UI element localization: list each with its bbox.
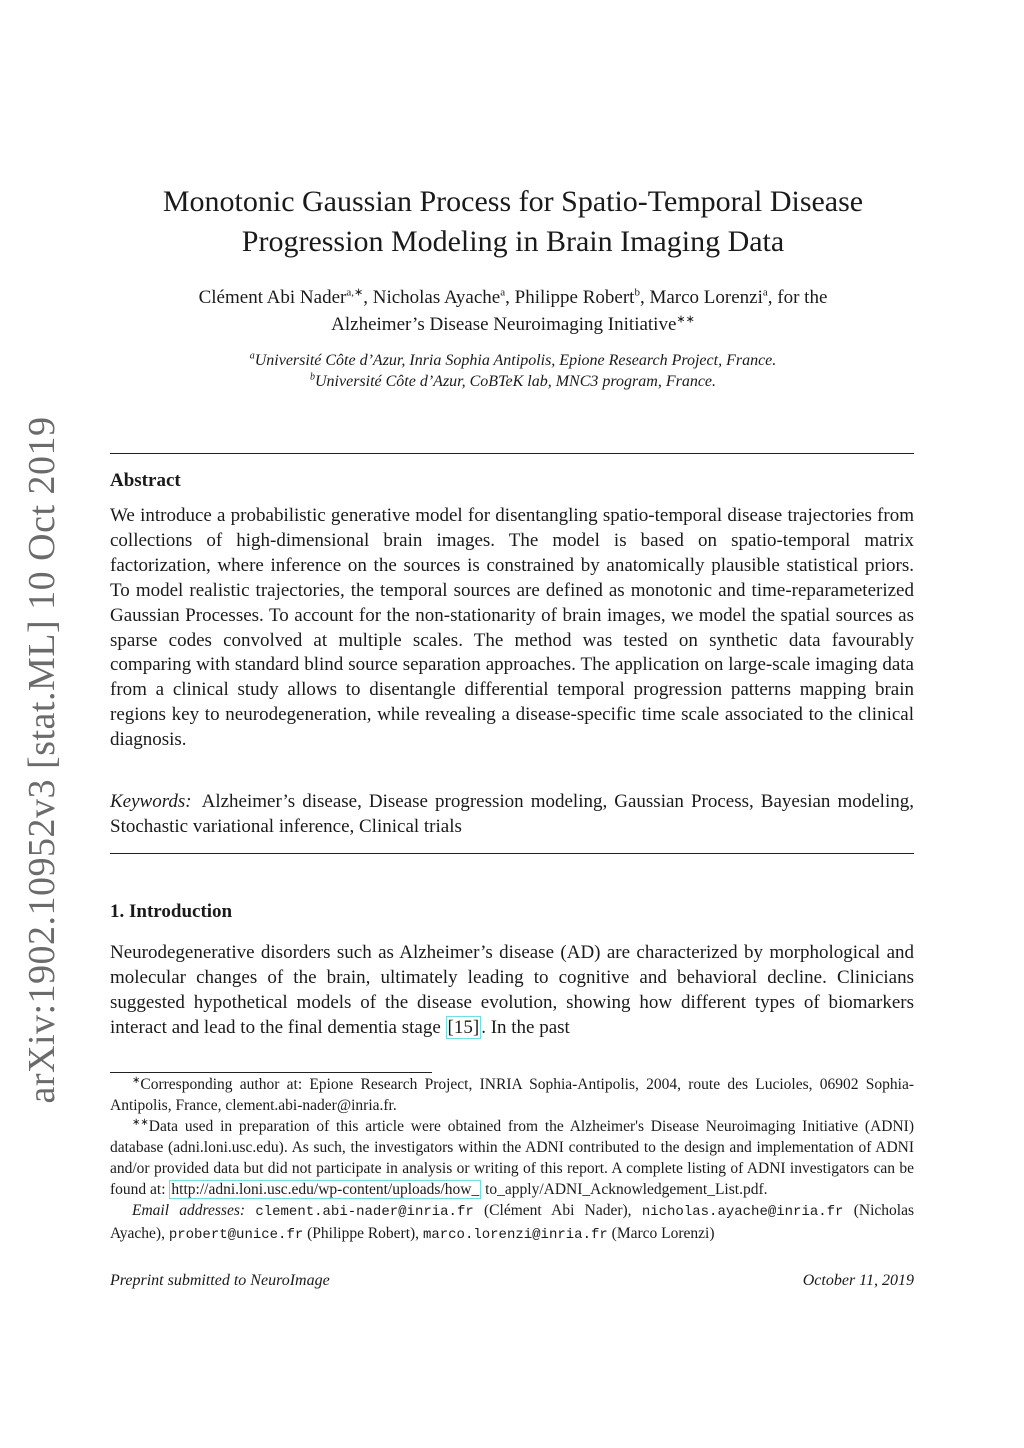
consortium-footnote-mark: ∗∗ (676, 313, 695, 326)
footnote-corresponding-author (110, 1074, 914, 1116)
email-label: Email addresses: (132, 1202, 246, 1219)
author-4: , Marco Lorenzi (639, 287, 763, 308)
title-line-1: Monotonic Gaussian Process for Spatio-Temporal Disease (162, 185, 864, 218)
footnotes (110, 1074, 914, 1246)
footnote-1-text: Corresponding author at: Epione Research Project, INRIA Sophia-Antipolis, 2004, route des Lucioles, 06902 Sophia-Antipolis, France, clement.abi-nader@inria.fr. (110, 1076, 914, 1114)
affiliations (112, 350, 914, 392)
footnote-adni (110, 1116, 914, 1200)
introduction-paragraph (110, 940, 914, 1040)
footnote-2-tail: to_apply/ADNI_Acknowledgement_List.pdf. (481, 1181, 768, 1198)
footnote-emails (110, 1200, 914, 1246)
author-2: , Nicholas Ayache (363, 287, 501, 308)
email-link[interactable]: probert@unice.fr (168, 1227, 304, 1243)
arxiv-sidebar-stamp (12, 416, 72, 1104)
keywords (110, 789, 914, 839)
email-owner: (Marco Lorenzi) (607, 1225, 715, 1242)
author-3-affil: b (634, 286, 640, 299)
footnote-1-mark: ∗ (132, 1074, 141, 1086)
author-3: , Philippe Robert (505, 287, 635, 308)
affiliation-b (112, 371, 914, 392)
footer-preprint-note: Preprint submitted to NeuroImage (110, 1272, 330, 1289)
page-footer (110, 1272, 914, 1290)
paper-title (112, 182, 914, 262)
affiliation-b-mark: b (309, 371, 315, 383)
footnote-rule (110, 1072, 432, 1073)
title-line-2: Progression Modeling in Brain Imaging Data (241, 225, 785, 258)
author-4-affil: a (762, 286, 768, 299)
abstract-heading: Abstract (110, 470, 181, 491)
email-link[interactable]: nicholas.ayache@inria.fr (641, 1204, 844, 1220)
author-1: Clément Abi Nader (198, 287, 347, 308)
email-owner: (Nicholas Ayache), (110, 1202, 915, 1242)
email-owner: (Philippe Robert), (303, 1225, 423, 1242)
keywords-text: Alzheimer’s disease, Disease progression modeling, Gaussian Process, Bayesian modeling, Stochastic variational inference, Clinical trials (110, 791, 914, 837)
author-list-tail: , for the (767, 287, 828, 308)
footnote-2-text: Data used in preparation of this article were obtained from the Alzheimer's Disease Neuroimaging Initiative (ADNI) database (adni.loni.usc.edu). As such, the investigators within the ADNI contributed to the design and implementation of ADNI and/or provided data but did not participate in analysis or writing of this report. A complete listing of ADNI investigators can be found at: (110, 1118, 914, 1198)
section-heading-introduction: 1. Introduction (110, 901, 233, 922)
abstract-top-rule (110, 453, 914, 454)
footnote-2-mark: ∗∗ (132, 1116, 149, 1128)
abstract-text: We introduce a probabilistic generative model for disentangling spatio-temporal disease trajectories from collections of high-dimensional brain images. The model is based on spatio-temporal matrix factorization, where inference on the sources is constrained by anatomically plausible statistical priors. To model realistic trajectories, the temporal sources are defined as monotonic and time-reparameterized Gaussian Processes. To account for the non-stationarity of brain images, we model the spatial sources as sparse codes convolved at multiple scales. The method was tested on synthetic data favourably comparing with standard blind source separation approaches. The application on large-scale imaging data from a clinical study allows to disentangle differential temporal progression patterns mapping brain regions key to neurodegeneration, while revealing a disease-specific time scale associated to the clinical diagnosis. (110, 505, 914, 751)
email-link[interactable]: clement.abi-nader@inria.fr (255, 1204, 474, 1220)
affiliation-b-text: Université Côte d’Azur, CoBTeK lab, MNC3 program, France. (314, 373, 717, 390)
author-2-affil: a (500, 286, 506, 299)
affiliation-a (112, 350, 914, 371)
email-link[interactable]: marco.lorenzi@inria.fr (422, 1227, 608, 1243)
author-list (112, 284, 914, 338)
citation-link-15[interactable]: [15] (447, 1017, 480, 1038)
consortium: Alzheimer’s Disease Neuroimaging Initiative (331, 314, 677, 335)
affiliation-a-text: Université Côte d’Azur, Inria Sophia Antipolis, Epione Research Project, France. (254, 352, 777, 369)
author-1-affil: a,∗ (346, 286, 364, 299)
intro-text: Neurodegenerative disorders such as Alzheimer’s disease (AD) are characterized by morphological and molecular changes of the brain, ultimately leading to cognitive and behavioral decline. Clinicians suggested hypothetical models of the disease evolution, showing how different types of biomarkers interact and lead to the final dementia stage (110, 942, 914, 1038)
footer-date: October 11, 2019 (802, 1272, 914, 1289)
email-owner: (Clément Abi Nader), (473, 1202, 642, 1219)
adni-acknowledgement-link[interactable]: http://adni.loni.usc.edu/wp-content/uploads/how_ (171, 1181, 480, 1198)
keywords-label: Keywords: (110, 791, 192, 812)
abstract-bottom-rule (110, 853, 914, 854)
arxiv-identifier: arXiv:1902.10952v3 [stat.ML] 10 Oct 2019 (21, 416, 63, 1104)
intro-text-tail: . In the past (481, 1017, 570, 1038)
affiliation-a-mark: a (249, 350, 255, 362)
